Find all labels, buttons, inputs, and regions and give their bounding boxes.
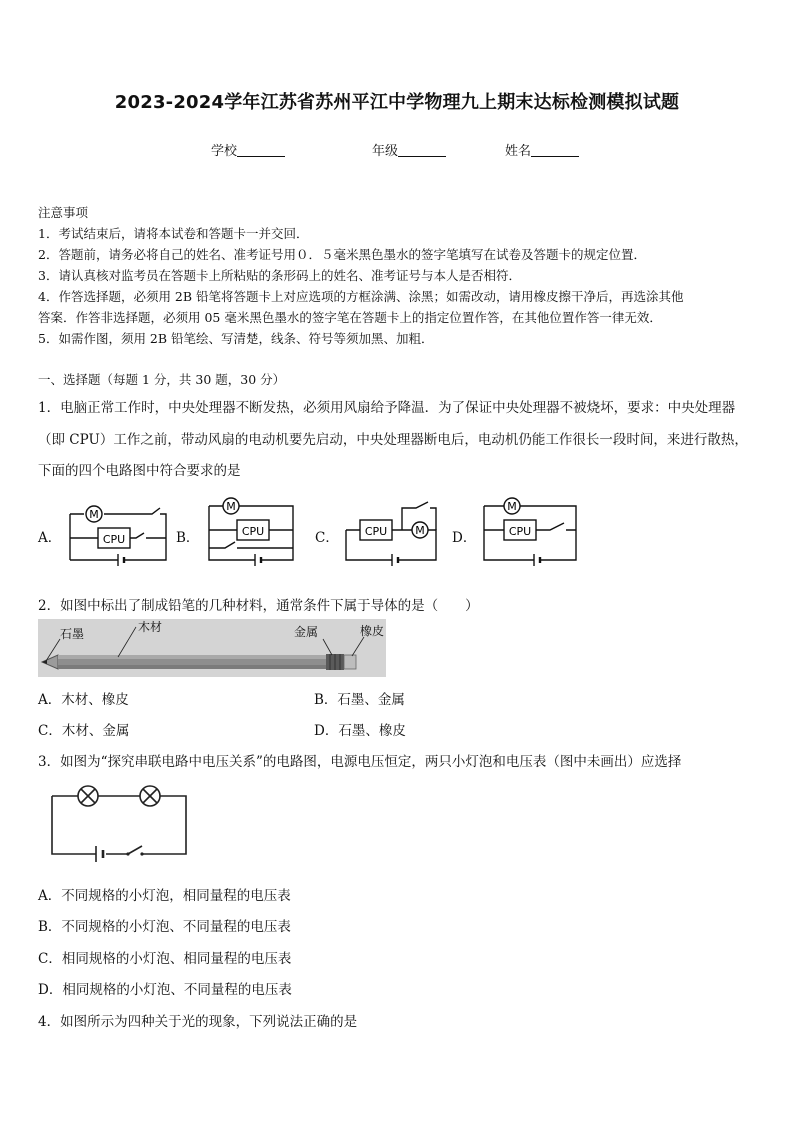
notice-item: 5．如需作图，须用 2B 铅笔绘、写清楚，线条、符号等须加黑、加粗． bbox=[38, 331, 434, 346]
option-b-label: B． bbox=[176, 530, 200, 546]
notice-item: 3．请认真核对监考员在答题卡上所粘贴的条形码上的姓名、准考证号与本人是否相符． bbox=[38, 268, 521, 283]
school-blank bbox=[237, 143, 285, 157]
label-wood: 木材 bbox=[138, 620, 163, 634]
grade-field bbox=[372, 140, 446, 159]
grade-blank bbox=[398, 143, 446, 157]
option-b: B．石墨、金属 bbox=[314, 692, 405, 708]
grade-label: 年级 bbox=[372, 144, 399, 159]
motor-label: M bbox=[507, 500, 517, 513]
circuit-diagram-b bbox=[205, 494, 301, 566]
motor-label: M bbox=[415, 524, 425, 537]
option-b: B．不同规格的小灯泡、不同量程的电压表 bbox=[38, 919, 291, 935]
motor-label: M bbox=[226, 500, 236, 513]
school-label: 学校 bbox=[211, 144, 238, 159]
label-rubber: 橡皮 bbox=[360, 624, 385, 638]
question-1-line: （即 CPU）工作之前，带动风扇的电动机要先启动，中央处理器断电后，电动机仍能工作很长一段时间，来进行散热， bbox=[38, 432, 748, 448]
notice-item: 答案．作答非选择题，必须用 05 毫米黑色墨水的签字笔在答题卡上的指定位置作答，在其他位置作答一律无效． bbox=[38, 310, 662, 325]
name-label: 姓名 bbox=[505, 144, 532, 159]
pencil-figure bbox=[38, 619, 386, 677]
name-field bbox=[505, 140, 579, 159]
circuit-diagram-c bbox=[340, 494, 444, 566]
section-heading: 一、选择题（每题 1 分，共 30 题，30 分） bbox=[38, 372, 286, 387]
option-a: A．木材、橡皮 bbox=[38, 692, 129, 708]
question-1-line: 1．电脑正常工作时，中央处理器不断发热，必须用风扇给予降温．为了保证中央处理器不被烧坏，要求：中央处理器 bbox=[38, 400, 736, 416]
option-c-label: C． bbox=[315, 530, 339, 546]
label-metal: 金属 bbox=[294, 625, 319, 639]
option-a-label: A． bbox=[38, 530, 62, 546]
notice-heading: 注意事项 bbox=[38, 205, 89, 220]
notice-item: 1．考试结束后，请将本试卷和答题卡一并交回． bbox=[38, 226, 309, 241]
page-title: 2023-2024学年江苏省苏州平江中学物理九上期末达标检测模拟试题 bbox=[114, 92, 680, 113]
question-4-stem: 4．如图所示为四种关于光的现象，下列说法正确的是 bbox=[38, 1014, 358, 1030]
series-circuit-figure bbox=[40, 780, 200, 862]
option-c: C．木材、金属 bbox=[38, 723, 130, 739]
motor-label: M bbox=[89, 508, 99, 521]
cpu-label: CPU bbox=[508, 525, 532, 538]
cpu-label: CPU bbox=[102, 533, 126, 546]
option-a: A．不同规格的小灯泡，相同量程的电压表 bbox=[38, 888, 291, 904]
notice-item: 2．答题前，请务必将自己的姓名、准考证号用０．５毫米黑色墨水的签字笔填写在试卷及答题卡的规定位置． bbox=[38, 247, 646, 262]
option-d-label: D． bbox=[452, 530, 477, 546]
name-blank bbox=[531, 143, 579, 157]
cpu-label: CPU bbox=[364, 525, 388, 538]
option-d: D．石墨、橡皮 bbox=[314, 723, 406, 739]
circuit-diagram-a bbox=[66, 500, 170, 568]
question-3-stem: 3．如图为“探究串联电路中电压关系”的电路图，电源电压恒定，两只小灯泡和电压表（图中未画出）应选择 bbox=[38, 754, 682, 770]
school-field bbox=[211, 140, 285, 159]
cpu-label: CPU bbox=[241, 525, 265, 538]
option-d: D．相同规格的小灯泡、不同量程的电压表 bbox=[38, 982, 292, 998]
notice-item: 4．作答选择题，必须用 2B 铅笔将答题卡上对应选项的方框涂满、涂黑；如需改动，请用橡皮擦干净后，再选涂其他 bbox=[38, 289, 684, 304]
question-2-stem: 2．如图中标出了制成铅笔的几种材料，通常条件下属于导体的是（ ） bbox=[38, 598, 479, 614]
option-c: C．相同规格的小灯泡、相同量程的电压表 bbox=[38, 951, 292, 967]
label-graphite: 石墨 bbox=[60, 627, 85, 641]
question-1-line: 下面的四个电路图中符合要求的是 bbox=[38, 463, 241, 479]
circuit-diagram-d bbox=[478, 494, 582, 566]
